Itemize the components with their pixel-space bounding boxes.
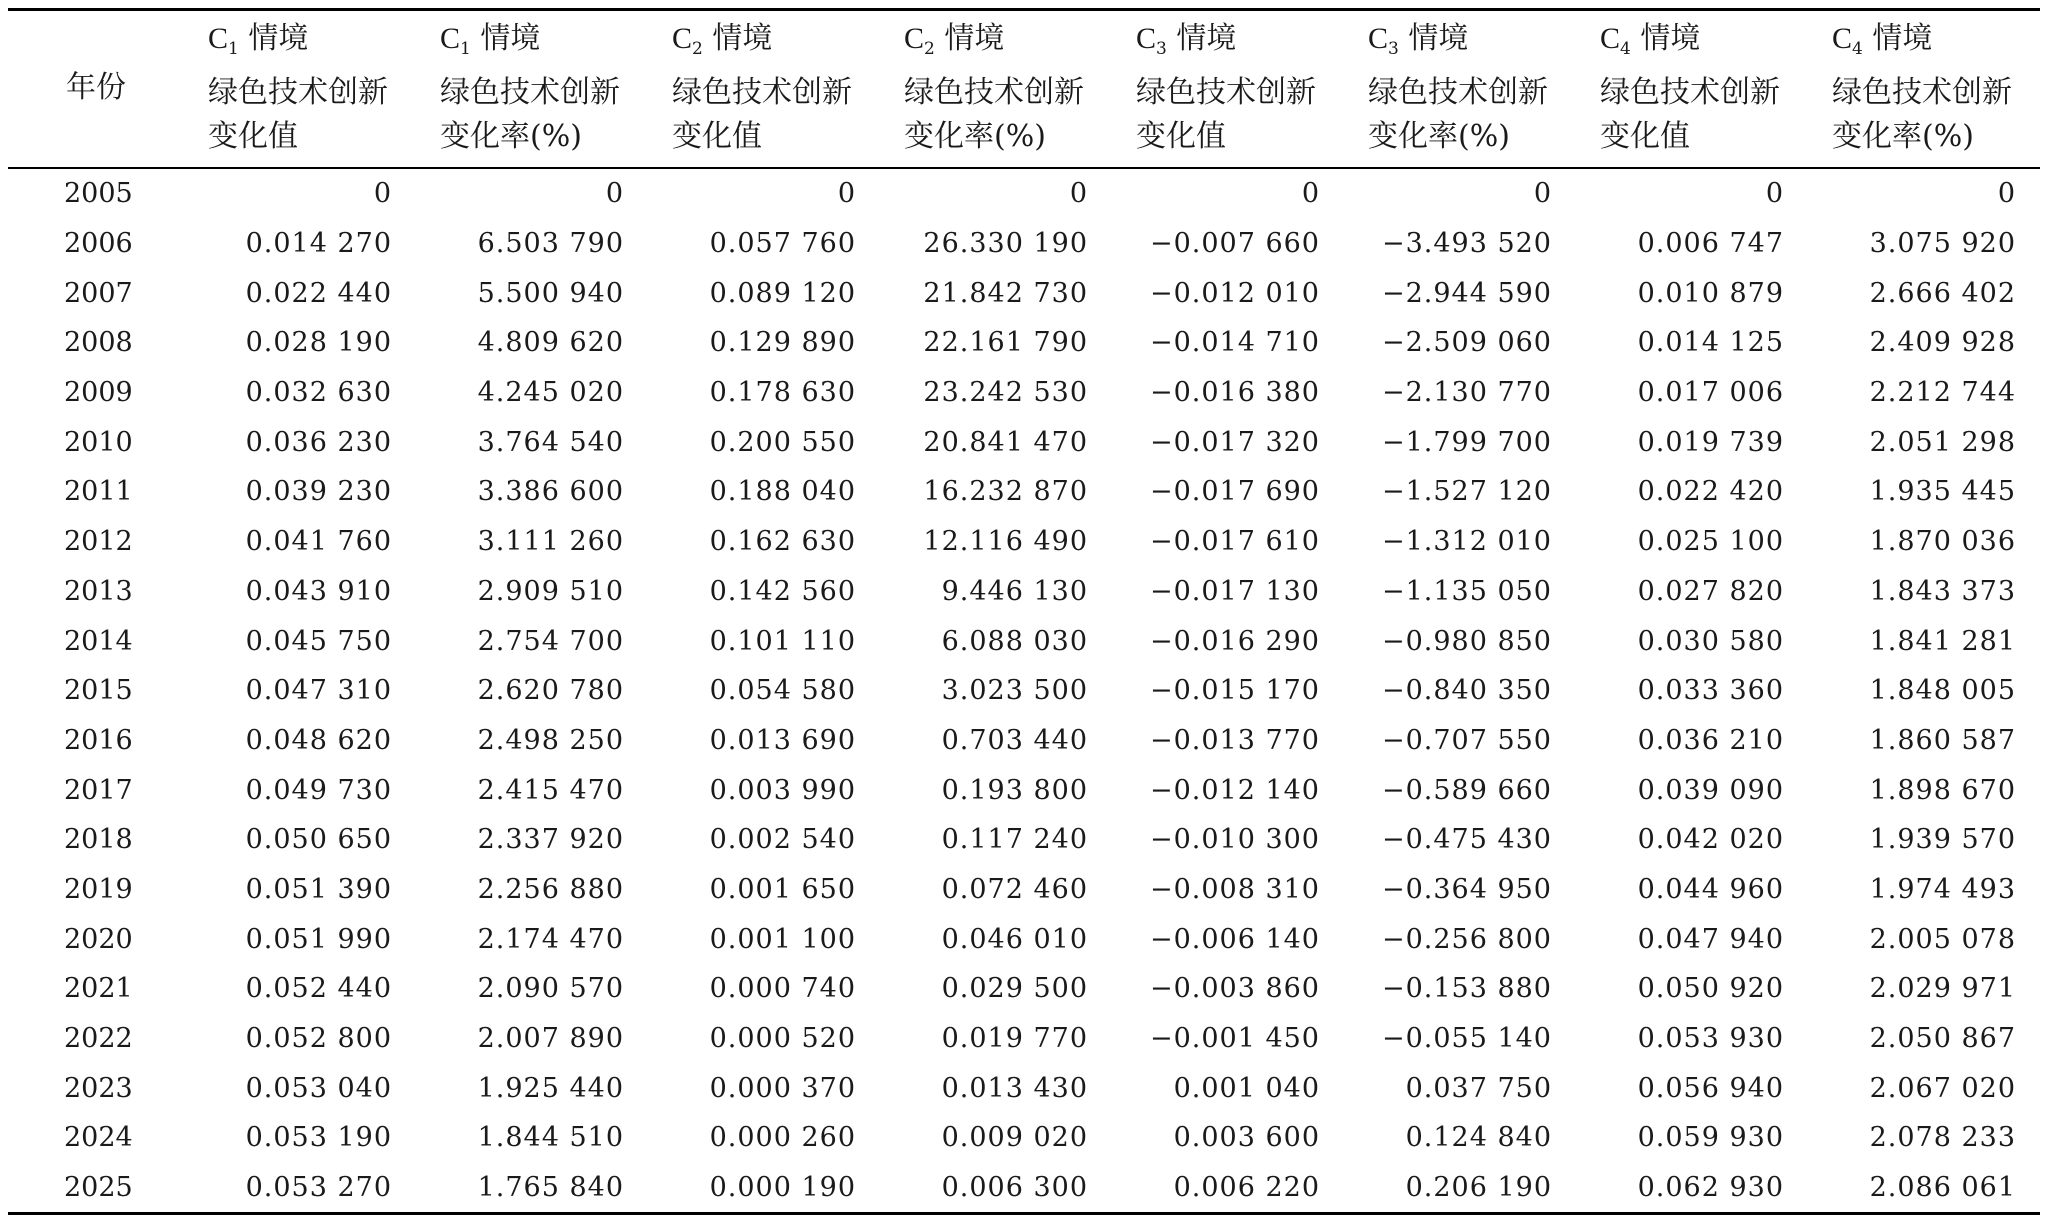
header-measure: 变化率(%) <box>904 119 1046 154</box>
scenario-label: 情境 <box>238 21 309 56</box>
year-cell: 2020 <box>64 923 133 955</box>
value-cell: 2.409 928 <box>1869 327 2016 359</box>
value-cell: −0.012 010 <box>1149 277 1320 309</box>
scenario-index: 2 <box>924 39 935 59</box>
year-cell: 2009 <box>64 377 133 409</box>
value-cell: 1.974 493 <box>1869 873 2016 905</box>
table-row <box>8 964 2040 1014</box>
value-cell: 2.029 971 <box>1869 973 2016 1005</box>
column-header-2 <box>416 10 648 169</box>
value-cell: 2.337 920 <box>477 824 624 856</box>
value-cell: 26.330 190 <box>923 228 1088 260</box>
column-header-4 <box>880 10 1112 169</box>
value-cell: 4.809 620 <box>477 327 624 359</box>
value-cell: −0.012 140 <box>1149 774 1320 806</box>
value-cell: 0.703 440 <box>941 724 1088 756</box>
value-cell: −0.017 130 <box>1149 575 1320 607</box>
value-cell: 0.188 040 <box>709 476 856 508</box>
value-cell: 0.000 260 <box>709 1122 856 1154</box>
header-measure: 变化值 <box>208 119 298 154</box>
value-cell: 2.415 470 <box>477 774 624 806</box>
value-cell: −0.707 550 <box>1381 724 1552 756</box>
value-cell: 0.051 990 <box>245 923 392 955</box>
value-cell: 0.046 010 <box>941 923 1088 955</box>
value-cell: 0.014 125 <box>1637 327 1784 359</box>
value-cell: 0.003 990 <box>709 774 856 806</box>
value-cell: 0.048 620 <box>245 724 392 756</box>
value-cell: −0.008 310 <box>1149 873 1320 905</box>
value-cell: 0.010 879 <box>1637 277 1784 309</box>
value-cell: 0.029 500 <box>941 973 1088 1005</box>
value-cell: −0.003 860 <box>1149 973 1320 1005</box>
table-row <box>8 616 2040 666</box>
value-cell: 2.007 890 <box>477 1023 624 1055</box>
value-cell: −2.130 770 <box>1381 377 1552 409</box>
value-cell: 1.870 036 <box>1869 526 2016 558</box>
scenario-letter: C <box>1832 22 1853 55</box>
header-label: 年份 <box>66 70 126 105</box>
value-cell: −1.799 700 <box>1381 426 1552 458</box>
value-cell: 2.051 298 <box>1869 426 2016 458</box>
value-cell: 2.666 402 <box>1869 277 2016 309</box>
value-cell: 16.232 870 <box>923 476 1088 508</box>
value-cell: −0.153 880 <box>1381 973 1552 1005</box>
value-cell: 0.162 630 <box>709 526 856 558</box>
value-cell: −1.135 050 <box>1381 575 1552 607</box>
value-cell: −0.014 710 <box>1149 327 1320 359</box>
year-cell: 2021 <box>64 973 133 1005</box>
value-cell: −2.509 060 <box>1381 327 1552 359</box>
value-cell: 6.503 790 <box>477 228 624 260</box>
value-cell: 3.386 600 <box>477 476 624 508</box>
scenario-label: 情境 <box>470 21 541 56</box>
header-metric: 绿色技术创新 <box>1136 75 1316 110</box>
table-row <box>8 914 2040 964</box>
column-header-7 <box>1576 10 1808 169</box>
table-row <box>8 865 2040 915</box>
value-cell: 0.053 270 <box>245 1172 392 1204</box>
value-cell: 0.036 230 <box>245 426 392 458</box>
scenario-letter: C <box>208 22 229 55</box>
value-cell: 0.050 920 <box>1637 973 1784 1005</box>
value-cell: −0.017 690 <box>1149 476 1320 508</box>
scenario-index: 3 <box>1388 39 1399 59</box>
value-cell: 1.860 587 <box>1869 724 2016 756</box>
value-cell: 1.848 005 <box>1869 675 2016 707</box>
value-cell: 0 <box>1069 178 1088 210</box>
value-cell: 0.014 270 <box>245 228 392 260</box>
value-cell: 0.124 840 <box>1405 1122 1552 1154</box>
scenario-letter: C <box>1600 22 1621 55</box>
value-cell: −0.006 140 <box>1149 923 1320 955</box>
value-cell: 0 <box>605 178 624 210</box>
value-cell: 22.161 790 <box>923 327 1088 359</box>
value-cell: −0.013 770 <box>1149 724 1320 756</box>
value-cell: 1.765 840 <box>477 1172 624 1204</box>
scenario-letter: C <box>1136 22 1157 55</box>
value-cell: 0.052 440 <box>245 973 392 1005</box>
value-cell: 0.042 020 <box>1637 824 1784 856</box>
value-cell: 9.446 130 <box>941 575 1088 607</box>
value-cell: 0.072 460 <box>941 873 1088 905</box>
value-cell: 0.013 430 <box>941 1072 1088 1104</box>
year-cell: 2019 <box>64 873 133 905</box>
table-row <box>8 517 2040 567</box>
value-cell: 12.116 490 <box>923 526 1088 558</box>
value-cell: 0 <box>1997 178 2016 210</box>
column-header-year <box>8 10 184 169</box>
scenario-letter: C <box>904 22 925 55</box>
value-cell: 3.764 540 <box>477 426 624 458</box>
value-cell: 0.022 440 <box>245 277 392 309</box>
header-metric: 绿色技术创新 <box>1368 75 1548 110</box>
year-cell: 2006 <box>64 228 133 260</box>
value-cell: 0.013 690 <box>709 724 856 756</box>
value-cell: 0.043 910 <box>245 575 392 607</box>
value-cell: 2.078 233 <box>1869 1122 2016 1154</box>
value-cell: 0.053 190 <box>245 1122 392 1154</box>
table-row <box>8 417 2040 467</box>
header-measure: 变化率(%) <box>1832 119 1974 154</box>
scenario-index: 1 <box>460 39 471 59</box>
year-cell: 2011 <box>64 476 133 508</box>
value-cell: −0.016 380 <box>1149 377 1320 409</box>
value-cell: 2.050 867 <box>1869 1023 2016 1055</box>
value-cell: −2.944 590 <box>1381 277 1552 309</box>
value-cell: 0.000 740 <box>709 973 856 1005</box>
value-cell: −0.475 430 <box>1381 824 1552 856</box>
value-cell: 6.088 030 <box>941 625 1088 657</box>
value-cell: 2.498 250 <box>477 724 624 756</box>
value-cell: 0.003 600 <box>1173 1122 1320 1154</box>
table-row <box>8 318 2040 368</box>
scenario-index: 1 <box>228 39 239 59</box>
scenario-letter: C <box>1368 22 1389 55</box>
value-cell: 0 <box>1765 178 1784 210</box>
value-cell: 0.017 006 <box>1637 377 1784 409</box>
value-cell: 2.090 570 <box>477 973 624 1005</box>
year-cell: 2013 <box>64 575 133 607</box>
header-scenario <box>208 17 416 71</box>
value-cell: 1.841 281 <box>1869 625 2016 657</box>
value-cell: 0.089 120 <box>709 277 856 309</box>
year-cell: 2024 <box>64 1122 133 1154</box>
table-row <box>8 467 2040 517</box>
value-cell: 0.053 930 <box>1637 1023 1784 1055</box>
value-cell: 0.001 100 <box>709 923 856 955</box>
value-cell: 0.200 550 <box>709 426 856 458</box>
scenario-label: 情境 <box>1630 21 1701 56</box>
scenario-index: 3 <box>1156 39 1167 59</box>
value-cell: 0.051 390 <box>245 873 392 905</box>
scenario-index: 4 <box>1620 39 1631 59</box>
header-measure: 变化值 <box>672 119 762 154</box>
value-cell: 1.925 440 <box>477 1072 624 1104</box>
year-cell: 2022 <box>64 1023 133 1055</box>
column-header-5 <box>1112 10 1344 169</box>
value-cell: 0.039 230 <box>245 476 392 508</box>
table-row <box>8 1163 2040 1214</box>
value-cell: 4.245 020 <box>477 377 624 409</box>
value-cell: 2.174 470 <box>477 923 624 955</box>
scenario-label: 情境 <box>1862 21 1933 56</box>
value-cell: 0.047 940 <box>1637 923 1784 955</box>
green-tech-innovation-table <box>8 8 2040 1215</box>
value-cell: 0.000 520 <box>709 1023 856 1055</box>
header-scenario <box>1368 17 1576 71</box>
scenario-letter: C <box>440 22 461 55</box>
table-row <box>8 268 2040 318</box>
header-measure: 变化值 <box>1600 119 1690 154</box>
table-row <box>8 219 2040 269</box>
year-cell: 2023 <box>64 1072 133 1104</box>
year-cell: 2015 <box>64 675 133 707</box>
table-row <box>8 368 2040 418</box>
value-cell: 2.909 510 <box>477 575 624 607</box>
value-cell: 0.045 750 <box>245 625 392 657</box>
value-cell: 0.052 800 <box>245 1023 392 1055</box>
year-cell: 2018 <box>64 824 133 856</box>
value-cell: 0.050 650 <box>245 824 392 856</box>
value-cell: 0.009 020 <box>941 1122 1088 1154</box>
table-row <box>8 765 2040 815</box>
value-cell: 2.620 780 <box>477 675 624 707</box>
value-cell: 0.032 630 <box>245 377 392 409</box>
value-cell: 2.256 880 <box>477 873 624 905</box>
scenario-index: 2 <box>692 39 703 59</box>
value-cell: 0.019 770 <box>941 1023 1088 1055</box>
value-cell: 0.193 800 <box>941 774 1088 806</box>
table-row <box>8 1063 2040 1113</box>
table-row <box>8 1014 2040 1064</box>
value-cell: 0.033 360 <box>1637 675 1784 707</box>
value-cell: 5.500 940 <box>477 277 624 309</box>
value-cell: 0.101 110 <box>709 625 856 657</box>
value-cell: 0.030 580 <box>1637 625 1784 657</box>
value-cell: −0.016 290 <box>1149 625 1320 657</box>
value-cell: −0.007 660 <box>1149 228 1320 260</box>
value-cell: 0.022 420 <box>1637 476 1784 508</box>
scenario-label: 情境 <box>702 21 773 56</box>
data-table-container <box>8 8 2040 1215</box>
value-cell: 0.142 560 <box>709 575 856 607</box>
table-row <box>8 666 2040 716</box>
value-cell: 3.075 920 <box>1869 228 2016 260</box>
value-cell: 1.843 373 <box>1869 575 2016 607</box>
value-cell: 0 <box>1533 178 1552 210</box>
value-cell: 0.002 540 <box>709 824 856 856</box>
header-metric: 绿色技术创新 <box>1600 75 1780 110</box>
value-cell: 23.242 530 <box>923 377 1088 409</box>
value-cell: 0.041 760 <box>245 526 392 558</box>
value-cell: 0.049 730 <box>245 774 392 806</box>
value-cell: 0.054 580 <box>709 675 856 707</box>
scenario-index: 4 <box>1852 39 1863 59</box>
value-cell: 0.206 190 <box>1405 1172 1552 1204</box>
value-cell: 0.047 310 <box>245 675 392 707</box>
value-cell: 0.178 630 <box>709 377 856 409</box>
year-cell: 2007 <box>64 277 133 309</box>
scenario-label: 情境 <box>1398 21 1469 56</box>
column-header-8 <box>1808 10 2040 169</box>
value-cell: 0.129 890 <box>709 327 856 359</box>
value-cell: 0 <box>1301 178 1320 210</box>
table-body <box>8 168 2040 1214</box>
value-cell: −0.256 800 <box>1381 923 1552 955</box>
year-cell: 2016 <box>64 724 133 756</box>
header-metric: 绿色技术创新 <box>208 75 388 110</box>
value-cell: 0 <box>373 178 392 210</box>
value-cell: 0.044 960 <box>1637 873 1784 905</box>
value-cell: 2.067 020 <box>1869 1072 2016 1104</box>
header-metric: 绿色技术创新 <box>1832 75 2012 110</box>
value-cell: 0.019 739 <box>1637 426 1784 458</box>
value-cell: 1.844 510 <box>477 1122 624 1154</box>
value-cell: 0.117 240 <box>941 824 1088 856</box>
header-scenario <box>1136 17 1344 71</box>
value-cell: 0.000 190 <box>709 1172 856 1204</box>
value-cell: 0.059 930 <box>1637 1122 1784 1154</box>
value-cell: −0.980 850 <box>1381 625 1552 657</box>
value-cell: 0.006 220 <box>1173 1172 1320 1204</box>
value-cell: −3.493 520 <box>1381 228 1552 260</box>
table-row <box>8 567 2040 617</box>
value-cell: 1.939 570 <box>1869 824 2016 856</box>
year-cell: 2025 <box>64 1172 133 1204</box>
header-measure: 变化率(%) <box>1368 119 1510 154</box>
year-cell: 2005 <box>64 178 133 210</box>
header-scenario <box>904 17 1112 71</box>
header-measure: 变化率(%) <box>440 119 582 154</box>
value-cell: 2.754 700 <box>477 625 624 657</box>
year-cell: 2008 <box>64 327 133 359</box>
value-cell: 0.027 820 <box>1637 575 1784 607</box>
value-cell: 0.001 650 <box>709 873 856 905</box>
value-cell: 0.006 300 <box>941 1172 1088 1204</box>
value-cell: −0.364 950 <box>1381 873 1552 905</box>
value-cell: 0.001 040 <box>1173 1072 1320 1104</box>
value-cell: 21.842 730 <box>923 277 1088 309</box>
scenario-label: 情境 <box>1166 21 1237 56</box>
value-cell: −0.589 660 <box>1381 774 1552 806</box>
value-cell: 0.039 090 <box>1637 774 1784 806</box>
value-cell: 0.025 100 <box>1637 526 1784 558</box>
value-cell: 3.023 500 <box>941 675 1088 707</box>
header-metric: 绿色技术创新 <box>904 75 1084 110</box>
table-row <box>8 168 2040 219</box>
value-cell: 0.062 930 <box>1637 1172 1784 1204</box>
value-cell: −0.001 450 <box>1149 1023 1320 1055</box>
value-cell: −0.840 350 <box>1381 675 1552 707</box>
value-cell: 0.056 940 <box>1637 1072 1784 1104</box>
year-cell: 2014 <box>64 625 133 657</box>
year-cell: 2012 <box>64 526 133 558</box>
header-measure: 变化值 <box>1136 119 1226 154</box>
value-cell: 0.057 760 <box>709 228 856 260</box>
value-cell: 2.005 078 <box>1869 923 2016 955</box>
scenario-letter: C <box>672 22 693 55</box>
value-cell: −0.015 170 <box>1149 675 1320 707</box>
value-cell: −0.055 140 <box>1381 1023 1552 1055</box>
column-header-3 <box>648 10 880 169</box>
header-scenario <box>1600 17 1808 71</box>
value-cell: −0.010 300 <box>1149 824 1320 856</box>
header-scenario <box>672 17 880 71</box>
value-cell: 0.036 210 <box>1637 724 1784 756</box>
value-cell: 0.028 190 <box>245 327 392 359</box>
value-cell: 0.006 747 <box>1637 228 1784 260</box>
table-row <box>8 1113 2040 1163</box>
scenario-label: 情境 <box>934 21 1005 56</box>
value-cell: 0.037 750 <box>1405 1072 1552 1104</box>
header-metric: 绿色技术创新 <box>672 75 852 110</box>
value-cell: 2.212 744 <box>1869 377 2016 409</box>
value-cell: 20.841 470 <box>923 426 1088 458</box>
value-cell: 1.898 670 <box>1869 774 2016 806</box>
table-row <box>8 716 2040 766</box>
value-cell: 0.053 040 <box>245 1072 392 1104</box>
header-scenario <box>440 17 648 71</box>
year-cell: 2017 <box>64 774 133 806</box>
value-cell: −0.017 320 <box>1149 426 1320 458</box>
table-row <box>8 815 2040 865</box>
header-metric: 绿色技术创新 <box>440 75 620 110</box>
header-scenario <box>1832 17 2040 71</box>
value-cell: −1.312 010 <box>1381 526 1552 558</box>
value-cell: 3.111 260 <box>477 526 624 558</box>
value-cell: 1.935 445 <box>1869 476 2016 508</box>
value-cell: −1.527 120 <box>1381 476 1552 508</box>
value-cell: −0.017 610 <box>1149 526 1320 558</box>
header-row <box>8 10 2040 169</box>
column-header-6 <box>1344 10 1576 169</box>
year-cell: 2010 <box>64 426 133 458</box>
value-cell: 0.000 370 <box>709 1072 856 1104</box>
column-header-1 <box>184 10 416 169</box>
value-cell: 0 <box>837 178 856 210</box>
value-cell: 2.086 061 <box>1869 1172 2016 1204</box>
table-header <box>8 10 2040 169</box>
